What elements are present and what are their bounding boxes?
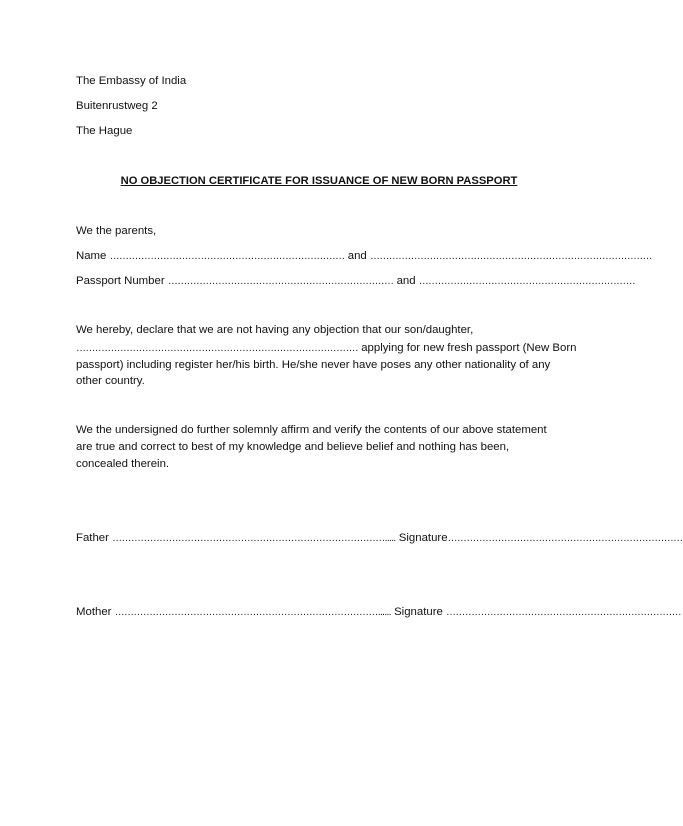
mother-signature-label: Signature (394, 606, 443, 618)
passport-blank-2: …………………………………………………………… (418, 276, 635, 287)
parents-passport-row (76, 273, 635, 290)
father-signature-blank: ………………………………………………………………… (447, 533, 683, 544)
name-label: Name (76, 250, 107, 262)
address-line-3: The Hague (76, 125, 133, 137)
mother-signature-blank: ………………………………………………………………… (446, 607, 682, 618)
address-line-1: The Embassy of India (76, 75, 187, 87)
declaration-line-2-text: applying for new fresh passport (New Born (361, 342, 577, 354)
passport-blank-1: ……………………………………………………………… (167, 276, 394, 287)
parents-intro: We the parents, (76, 225, 157, 237)
father-signature-label: Signature (398, 532, 448, 544)
declaration-line-1: We hereby, declare that we are not having any objection that our son/daughter, (76, 324, 474, 336)
affirmation-line-2: are true and correct to best of my knowledge and believe belief and nothing has been, (76, 441, 510, 453)
mother-label: Mother (76, 606, 112, 618)
declaration-line-4: other country. (76, 375, 145, 387)
mother-row (76, 604, 681, 621)
name-blank-1: ………………………………………………………………… (109, 251, 345, 262)
address-line-2: Buitenrustweg 2 (76, 100, 158, 112)
name-blank-2: ……………………………………………………………………………… (369, 251, 652, 262)
declaration-line-3: passport) including register her/his birth. He/she never have poses any other nationality of any (76, 359, 551, 371)
child-name-blank: ……………………………………………………………………………… (76, 343, 359, 354)
name-and-label: and (347, 250, 367, 262)
mother-name-blank: …………………………………………………………………………...... (114, 607, 391, 618)
father-name-blank: ……………………………………………………………………………..... (112, 533, 396, 544)
father-label: Father (76, 532, 109, 544)
document-title: NO OBJECTION CERTIFICATE FOR ISSUANCE OF NEW BORN PASSPORT (120, 175, 518, 187)
passport-label: Passport Number (76, 275, 165, 287)
affirmation-line-1: We the undersigned do further solemnly affirm and verify the contents of our above statement (76, 424, 547, 436)
declaration-line-2 (76, 340, 576, 357)
passport-and-label: and (396, 275, 416, 287)
father-row (76, 530, 683, 547)
affirmation-line-3: concealed therein. (76, 458, 170, 470)
parents-name-row (76, 248, 652, 265)
